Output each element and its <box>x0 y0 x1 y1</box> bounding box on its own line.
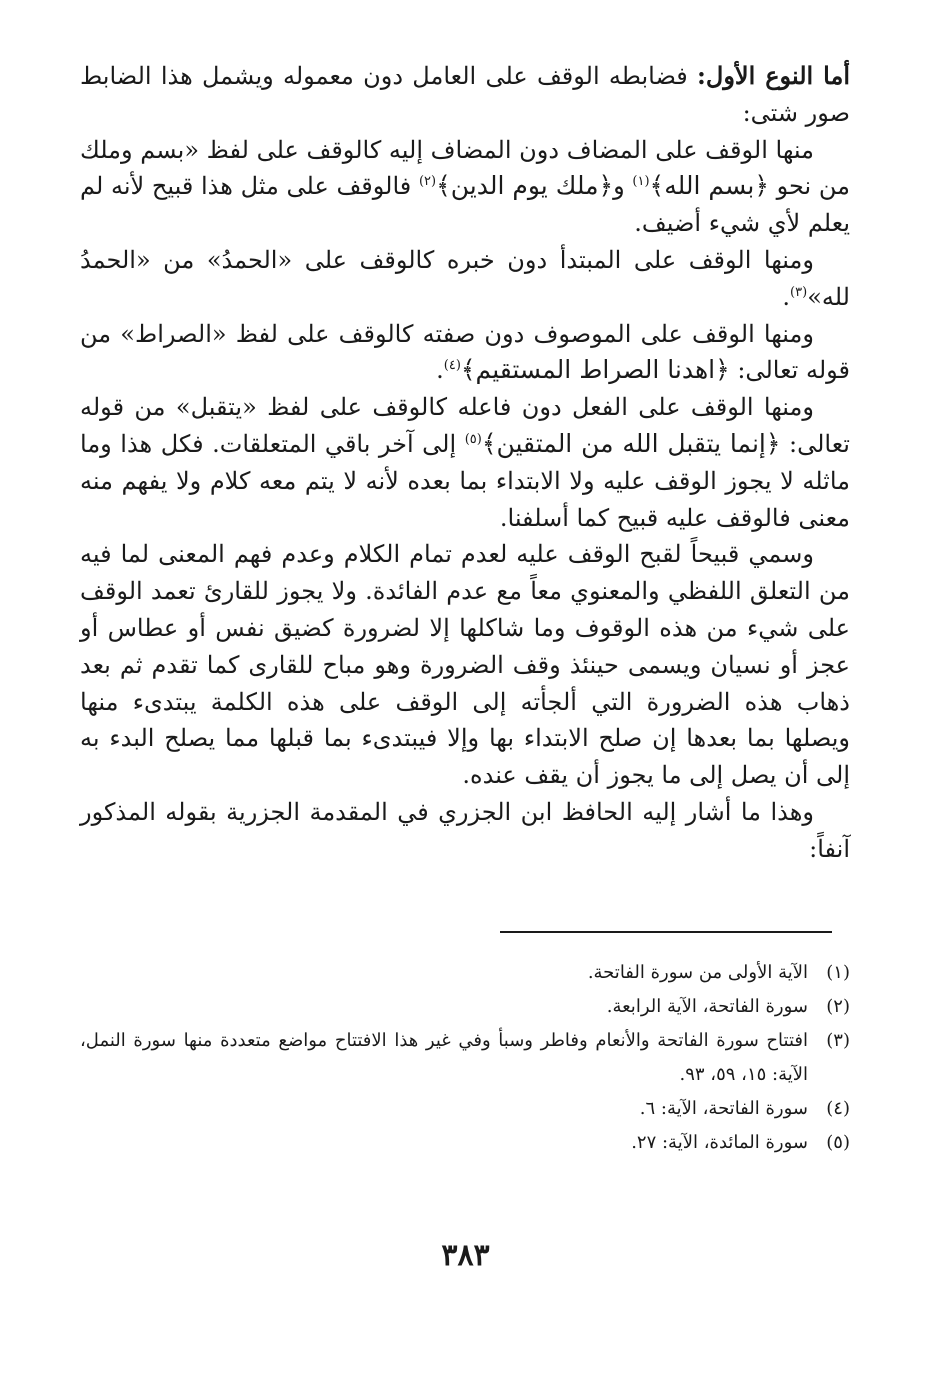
quran-quote-3: ﴿اهدنا الصراط المستقيم﴾ <box>460 355 730 385</box>
main-text <box>80 58 850 868</box>
footnote-text: سورة الفاتحة، الآية الرابعة. <box>606 996 808 1017</box>
paragraph-5-text-b: إلى آخر باقي المتعلقات. فكل هذا وما ماثله لا يجوز الوقف عليه ولا الابتداء بما بعده لأنه لا يتم معه كلام ولا يفهم منه معنى فالوقف عليه قبيح كما أسلفنا. <box>80 429 850 532</box>
paragraph-2-conj: و <box>613 172 633 201</box>
paragraph-3-text-a: ومنها الوقف على المبتدأ دون خبره كالوقف على «الحمدُ» من «الحمدُ لله» <box>80 245 850 311</box>
paragraph-1 <box>80 58 850 132</box>
paragraph-5 <box>80 389 850 536</box>
footnotes <box>80 956 850 1160</box>
footnote-text: سورة الفاتحة، الآية: ٦. <box>639 1098 808 1119</box>
footnote-number: (٤) <box>826 1098 850 1119</box>
paragraph-2-text-a: منها الوقف على المضاف دون المضاف إليه كالوقف على لفظ «بسم وملك من نحو <box>80 135 851 201</box>
page-number: ٣٨٣ <box>441 1238 490 1273</box>
footnote-text: افتتاح سورة الفاتحة والأنعام وفاطر وسبأ وفي غير هذا الافتتاح مواضع متعددة منها سورة النمل، الآية: ١٥، ٥٩، ٩٣. <box>80 1030 808 1085</box>
footnote-item <box>80 1092 850 1126</box>
footnote-number: (٢) <box>826 996 850 1017</box>
footnote-item <box>80 990 850 1024</box>
footnote-number: (١) <box>826 962 850 983</box>
paragraph-2-text-b: فالوقف على مثل هذا قبيح لأنه لم يعلم لأي شيء أضيف. <box>80 172 850 238</box>
paragraph-2 <box>80 132 850 242</box>
paragraph-6: وسمي قبيحاً لقبح الوقف عليه لعدم تمام الكلام وعدم فهم المعنى لما فيه من التعلق اللفظي والمعنوي معاً مع عدم الفائدة. ولا يجوز للقارئ تعمد الوقف على شيء من هذه الوقوف وما شاكلها إلا لضرورة كضيق نفس أو عطاس أو عجز أو نسيان ويسمى حينئذ وقف الضرورة وهو مباح للقارى كما تقدم ثم بعد ذهاب هذه الضرورة التي ألجأته إلى الوقف على هذه الكلمة يبتدىء منها ويصلها بما بعدها إن صلح الابتداء بها وإلا فيبتدىء بما قبلها مما يصلح البدء به إلى أن يصل إلى ما يجوز أن يقف عنده. <box>80 540 851 790</box>
paragraph-7: وهذا ما أشار إليه الحافظ ابن الجزري في المقدمة الجزرية بقوله المذكور آنفاً: <box>80 797 850 863</box>
quran-quote-1: ﴿بسم الله﴾ <box>649 171 769 201</box>
footnote-item <box>80 956 850 990</box>
footnote-text: سورة المائدة، الآية: ٢٧. <box>631 1132 808 1153</box>
footnote-ref-3: (٣) <box>790 284 808 300</box>
footnote-ref-2: (٢) <box>418 174 437 190</box>
footnote-item <box>80 1024 850 1092</box>
paragraph-4-text-a: ومنها الوقف على الموصوف دون صفته كالوقف على لفظ «الصراط» من قوله تعالى: <box>80 319 850 385</box>
footnote-ref-5: (٥) <box>464 431 482 447</box>
paragraph-5-text-a: ومنها الوقف على الفعل دون فاعله كالوقف على لفظ «يتقبل» من قوله تعالى: <box>80 393 850 458</box>
footnote-text: الآية الأولى من سورة الفاتحة. <box>587 962 808 983</box>
footnote-divider <box>500 931 832 933</box>
quran-quote-4: ﴿إنما يتقبل الله من المتقين﴾ <box>481 428 781 458</box>
paragraph-4-text-b: . <box>436 356 444 385</box>
footnote-ref-1: (١) <box>632 174 650 190</box>
footnote-ref-4: (٤) <box>443 358 461 374</box>
footnote-item <box>80 1126 850 1160</box>
paragraph-3-text-b: . <box>782 282 791 311</box>
footnote-number: (٥) <box>826 1132 850 1153</box>
footnote-number: (٣) <box>826 1030 850 1051</box>
quran-quote-2: ﴿ملك يوم الدين﴾ <box>436 171 614 201</box>
paragraph-4 <box>80 316 850 390</box>
paragraph-1-text: فضابطه الوقف على العامل دون معموله ويشمل هذا الضابط صور شتى: <box>80 62 850 127</box>
section-heading: أما النوع الأول: <box>697 61 850 90</box>
paragraph-3 <box>80 242 850 316</box>
